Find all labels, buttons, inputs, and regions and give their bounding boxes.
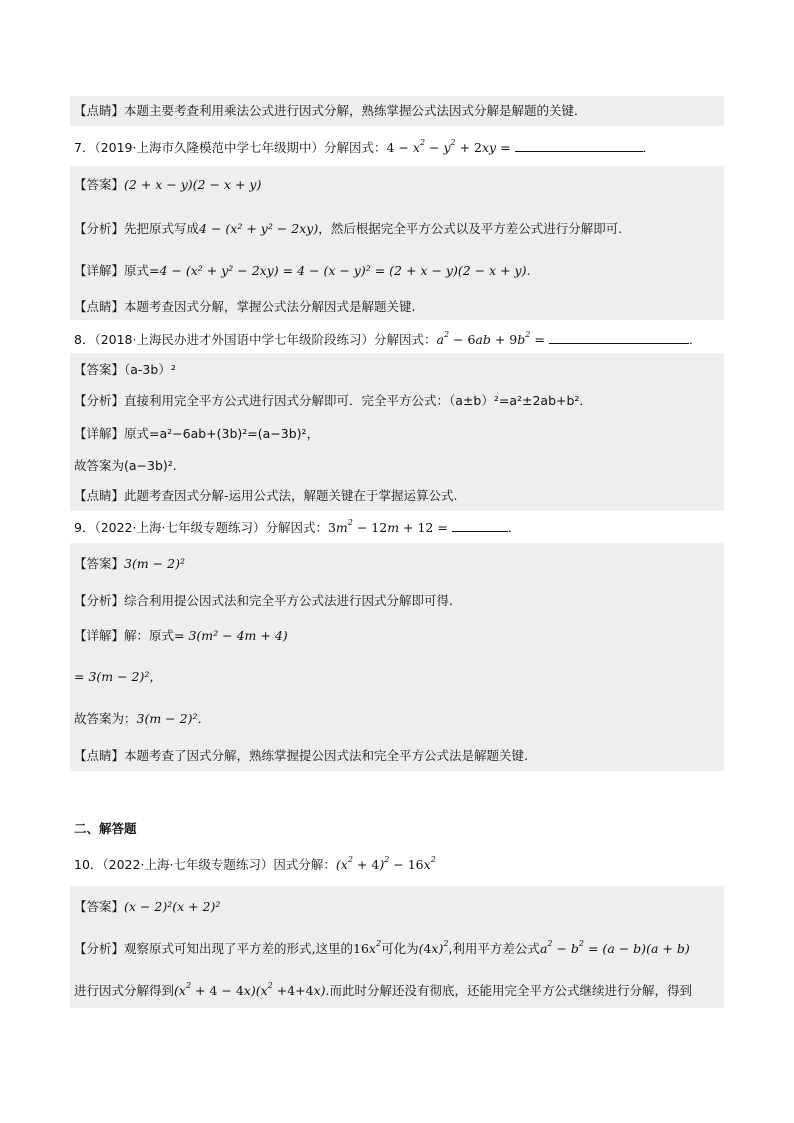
q8-expression: $a^2 - 6ab + 9b^2$ = — [436, 330, 545, 347]
q9-dianjing-line — [74, 747, 537, 765]
q8-dianjing-line — [74, 487, 458, 505]
q9-conclusion-line — [74, 710, 210, 728]
dianjing-tag: 【点睛】 — [74, 748, 125, 763]
q9-detail-expr: = 3(m² − 4m + 4) — [174, 628, 288, 643]
q7-dianjing: 本题考查因式分解，掌握公式法分解因式是解题关键. — [124, 299, 416, 314]
q7-dianjing-line — [74, 298, 416, 316]
q10-analysis-line2 — [74, 982, 692, 1000]
q9-conclusion-pre: 故答案为： — [74, 711, 137, 726]
q7-analysis-line — [74, 220, 622, 238]
q9-detail-pre: 解：原式 — [124, 628, 175, 643]
q8-analysis-line — [74, 392, 592, 410]
q9-analysis: 综合利用提公因式法和完全平方公式法进行因式分解即可得． — [124, 593, 462, 608]
q7-analysis-expr: 4 − (x² + y² − 2xy) — [199, 221, 319, 236]
dianjing-tag: 【点睛】 — [74, 103, 125, 118]
detail-tag: 【详解】 — [74, 628, 125, 643]
q9-answer-blank — [452, 521, 508, 532]
q7-stem: 7．（2019·上海市久隆模范中学七年级期中）分解因式：$4 - x^2 - y^2 + 2xy$ = ． — [74, 138, 656, 155]
q10-expr-16x2: $16x^2$ — [353, 939, 382, 956]
q7-expression: $4 - x^2 - y^2 + 2xy$ = — [386, 138, 511, 155]
q10-answer-line — [74, 898, 220, 916]
q8-dianjing: 此题考查因式分解-运用公式法，解题关键在于掌握运算公式. — [124, 488, 458, 503]
q8-answer: （a-3b）² — [124, 362, 176, 377]
q10-stem-text: 10．（2022·上海·七年级专题练习）因式分解： — [74, 857, 336, 872]
answer-tag: 【答案】 — [74, 556, 125, 571]
q8-conclusion: 故答案为(a−3b)². — [74, 458, 177, 473]
q9-detail-line — [74, 627, 288, 645]
q10-analysis-1c: ,利用平方差公式 — [448, 941, 540, 956]
q9-answer: 3(m − 2)² — [124, 556, 185, 571]
dianjing-text: 本题主要考查利用乘法公式进行因式分解，熟练掌握公式法因式分解是解题的关键． — [124, 103, 587, 118]
q10-analysis-line1 — [74, 940, 690, 958]
analysis-tag: 【分析】 — [74, 393, 125, 408]
analysis-tag: 【分析】 — [74, 593, 125, 608]
q8-stem-text: 8．（2018·上海民办进才外国语中学七年级阶段练习）分解因式： — [74, 332, 437, 347]
q9-stem: 9．（2022·上海·七年级专题练习）分解因式：$3m^2 - 12m + 12$ = ． — [74, 518, 521, 535]
analysis-tag: 【分析】 — [74, 221, 125, 236]
q7-answer: (2 + x − y)(2 − x + y) — [124, 177, 262, 192]
detail-tag: 【详解】 — [74, 426, 125, 441]
q9-step2: = 3(m − 2)²， — [74, 669, 162, 684]
q9-expression: $3m^2 - 12m + 12$ = — [327, 518, 448, 535]
q7-answer-line — [74, 176, 261, 194]
q10-analysis-2a: 进行因式分解得到 — [74, 983, 175, 998]
q8-detail-line — [74, 425, 319, 443]
q10-expr-diff-squares: $a^2 - b^2 = (a - b)(a + b)$ — [539, 939, 690, 956]
q10-analysis-1a: 观察原式可知出现了平方差的形式,这里的 — [124, 941, 353, 956]
q8-answer-blank — [549, 333, 689, 344]
answer-tag: 【答案】 — [74, 362, 125, 377]
q10-answer: (x − 2)²(x + 2)² — [124, 899, 221, 914]
q9-answer-line — [74, 555, 185, 573]
q7-analysis-pre: 先把原式写成 — [124, 221, 200, 236]
q7-detail-pre: 原式= — [124, 263, 160, 278]
detail-tag: 【详解】 — [74, 263, 125, 278]
dianjing-tag: 【点睛】 — [74, 299, 125, 314]
q7-stem-text: 7．（2019·上海市久隆模范中学七年级期中）分解因式： — [74, 140, 387, 155]
q10-stem — [74, 856, 436, 874]
q8-stem: 8．（2018·上海民办进才外国语中学七年级阶段练习）分解因式：$a^2 - 6ab + 9b^2$ = . — [74, 330, 693, 347]
answer-tag: 【答案】 — [74, 899, 125, 914]
q9-analysis-line — [74, 592, 462, 610]
q10-analysis-1b: 可化为 — [381, 941, 419, 956]
q9-solution-block — [70, 543, 724, 771]
answer-tag: 【答案】 — [74, 177, 125, 192]
section-title: 二、解答题 — [74, 821, 137, 836]
dianjing-tag: 【点睛】 — [74, 488, 125, 503]
q9-conclusion-expr: 3(m − 2)²． — [136, 711, 210, 726]
q8-detail: 原式=a²−6ab+(3b)²=(a−3b)²， — [124, 426, 320, 441]
q10-expr-4x2: $(4x)^2$ — [418, 939, 449, 956]
q7-analysis-post: ，然后根据完全平方公式以及平方差公式进行分解即可. — [318, 221, 623, 236]
top-dianjing-line — [74, 102, 587, 120]
q8-analysis: 直接利用完全平方公式进行因式分解即可．完全平方公式：（a±b）²=a²±2ab+b²． — [124, 393, 592, 408]
q10-analysis-2b: .而此时分解还没有彻底，还能用完全平方公式继续进行分解，得到 — [325, 983, 693, 998]
q8-answer-line — [74, 361, 176, 379]
q10-expr-factor: $(x^2 + 4 - 4x)(x^2 +4+4x)$ — [174, 981, 326, 998]
analysis-tag: 【分析】 — [74, 941, 125, 956]
q9-dianjing: 本题考查了因式分解，熟练掌握提公因式法和完全平方公式法是解题关键． — [124, 748, 537, 763]
q9-stem-text: 9．（2022·上海·七年级专题练习）分解因式： — [74, 520, 328, 535]
q7-answer-blank — [515, 141, 643, 152]
q10-expression: $(x^2 + 4)^2 - 16x^2$ — [335, 855, 436, 872]
q7-detail-line — [74, 262, 530, 280]
q7-detail-expr: 4 − (x² + y² − 2xy) = 4 − (x − y)² = (2 + x − y)(2 − x + y). — [159, 263, 531, 278]
